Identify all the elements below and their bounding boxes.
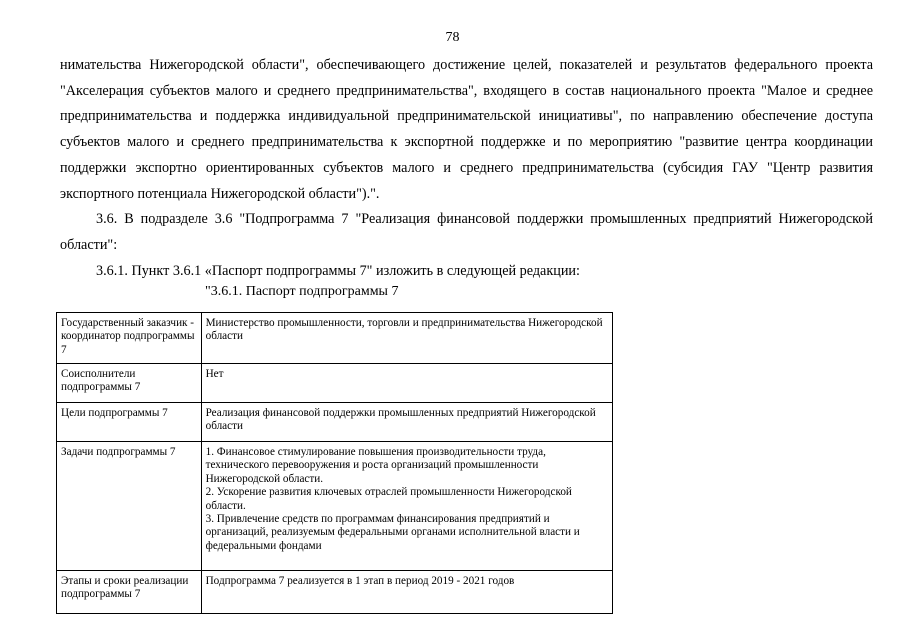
document-body	[60, 53, 873, 284]
table-row	[57, 571, 613, 614]
table-row	[57, 313, 613, 364]
task-item: 1. Финансовое стимулирование повышения производительности труда, технического перевооружения и роста организаций промышленности Нижегородской области.	[205, 446, 546, 485]
row-value: Реализация финансовой поддержки промышленных предприятий Нижегородской области	[201, 403, 612, 442]
row-value: Министерство промышленности, торговли и предпринимательства Нижегородской области	[201, 313, 612, 364]
row-label: Государственный заказчик - координатор подпрограммы 7	[57, 313, 202, 364]
paragraph-continuation: нимательства Нижегородской области", обеспечивающего достижение целей, показателей и результатов федерального проекта "Акселерация субъектов малого и среднего предпринимательства", входящего в состав национального проекта "Малое и среднее предпринимательства и поддержка индивидуальной предпринимательской инициативы", по направлению обеспечение доступа субъектов малого и среднего предпринимательства к экспортной поддержке и по мероприятию "развитие центра координации поддержки экспортно ориентированных субъектов малого и среднего предпринимательства (субсидия ГАУ "Центр развития экспортного потенциала Нижегородской области").".	[60, 57, 873, 202]
row-value-tasks	[201, 442, 612, 571]
row-label: Соисполнители подпрограммы 7	[57, 364, 202, 403]
task-item: 3. Привлечение средств по программам финансирования предприятий и организаций, реализуемым федеральными органами исполнительной власти и федеральными фондами	[205, 513, 580, 552]
table-row	[57, 403, 613, 442]
row-label: Этапы и сроки реализации подпрограммы 7	[57, 571, 202, 614]
row-value: Нет	[201, 364, 612, 403]
row-label: Задачи подпрограммы 7	[57, 442, 202, 571]
table-row	[57, 364, 613, 403]
paragraph-section-3-6: 3.6. В подразделе 3.6 "Подпрограмма 7 "Реализация финансовой поддержки промышленных предприятий Нижегородской области":	[60, 211, 873, 253]
row-label: Цели подпрограммы 7	[57, 403, 202, 442]
task-item: 2. Ускорение развития ключевых отраслей промышленности Нижегородской области.	[205, 486, 572, 512]
table-row	[57, 442, 613, 571]
passport-table	[56, 312, 613, 614]
table-title: "3.6.1. Паспорт подпрограммы 7	[205, 284, 399, 299]
page-number: 78	[445, 30, 460, 45]
row-value: Подпрограмма 7 реализуется в 1 этап в период 2019 - 2021 годов	[201, 571, 612, 614]
paragraph-section-3-6-1: 3.6.1. Пункт 3.6.1 «Паспорт подпрограммы 7" изложить в следующей редакции:	[96, 262, 580, 279]
